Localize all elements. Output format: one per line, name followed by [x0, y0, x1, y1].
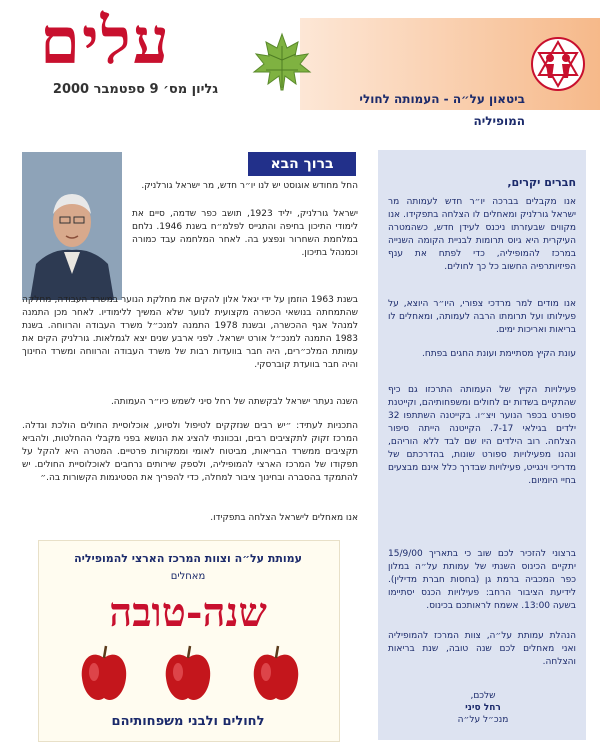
letter-paragraph: הנהלת עמותת על״ה, צוות המרכז להמופיליה ואני מאחלים לכם שנה טובה, שנת בריאות והצלחה. [388, 631, 576, 667]
greeting-wish: מאחלים [170, 571, 206, 582]
article-heading: ברוך הבא [248, 152, 356, 176]
letter-paragraph: אנו מודים למר מרדכי צפורי, היו״ר היוצא, על פעילותו ועל תרומתו הרבה לעמותה, ומאחלים לו בריאות ואריכות ימים. [388, 299, 576, 335]
letter-paragraph: ברצוני להזכיר לכם שוב כי בתאריך 15/9/00 יתקיים הכינוס השנתי של עמותת על״ה במלון כפר המכביה ברמת גן (בחסות חברת מדילין). לידיעת הציבור הרחב: פעילויות הכנס יסתיימו בשעה 13:00. אשמח לראותכם בכינוס. [388, 549, 576, 611]
signature-closing: שלכם, [470, 691, 496, 701]
article-paragraph: החל מחודש אוגוסט יש לנו יו״ר חדש, מר ישראל גורלניק. [141, 181, 358, 191]
letter-paragraph: פעילויות הקיץ של העמותה התרכזו גם כיף שהתקיים בשדות ים לחולים ומשפחותיהם, וקייטנת ספורט בכפר הנוער ויצ״ו. בקייטנה השתתפו 32 ילדים בגילאי 7-17. הקייטנה הייתה סיפור הצלחה. רוב הילדים היו שם לבד ללא הוריהם, ונהנו מפעילויות ספורט שונות, בהדרכתם של מדריכי וינגייט, פעילויות שבדרך כלל אינם מבצעים בחיי היומיום. [387, 385, 576, 486]
letter-salutation: חברים יקרים, [507, 176, 576, 189]
article-paragraph: ישראל גורלניק, יליד 1923, תושב כפר שדמה, סיים את לימודי התיכון בחיפה והתגייס לפלמ״ח בשנת 1946. נלחם במלחמת השחרור ונפצע בה. לאחר המלחמה עבד כמורה וכמנהל בתיכון. [132, 209, 359, 258]
article-paragraph: אנו מאחלים לישראל הצלחה בתפקידו. [210, 513, 358, 523]
red-apple-icon [78, 644, 130, 704]
letter-paragraph: אנו מקבלים בברכה יו״ר חדש לעמותה מר ישראל גורלניק ומאחלים לו הצלחה בתפקידו. אנו מקווים שבעזרתו ניכנס לעידן חדש, כשהמטרה העיקרית היא גיוס תרומות לבניית הקומה השנייה במרכז להמופיליה, כדי לפתח את ענף הפיזיותרפיה החשוב כל כך לחולים. [388, 197, 576, 272]
greeting-headline: שנה-טובה [109, 589, 267, 636]
article-paragraph: בשנת 1963 הוזמן על ידי יגאל אלון להקים את מחלקת הנוער במשרד העבודה, מחלקה שהתמחתה בנושאי הכשרה מקצועית לנוער שלא המשיך ללימודיו. לאחר מכן התמנה למנהל אגף ההכשרה, ובשנת 1978 התמנה למנכ״ל משרד העבודה והרווחה. בשנת 1983 התמנה למנכ״ל אורט ישראל. לפני ארבע שנים יצא לגמלאות. גורלניק הקים את עמותת המלכ״רים, היה חבר בוועדות רבות של משרד העבודה והרווחה ומשרד החינוך והיה חבר בוועדת קוברסקי. [22, 295, 358, 370]
star-of-david-people-icon [530, 36, 586, 92]
letter-paragraph: עונת הקיץ מסתיימת ועונת החגים בפתח. [422, 349, 576, 359]
red-apple-icon [250, 644, 302, 704]
greeting-recipients: לחולים ולבני משפחותיהם [111, 714, 265, 729]
letter-signature [388, 690, 578, 726]
signature-role: מנכ״ל על״ה [457, 715, 509, 725]
red-apple-icon [162, 644, 214, 704]
portrait-photo [22, 152, 122, 300]
article-paragraph: התכניות לעתיד: ״יש רבים שנזקקים לטיפול ולסיוע, אוכלוסיית החולים הולכת וגדלה. המרכז זקוק לתקציבים רבים, ובכוונתי להציג את הנושא בפני מקבלי ההחלטות, ולהביא תקציבים ממשרד הבריאות, מביטוח לאומי וממקורות פרטיים. המטרה היא להקל על תפקודו של המרכז הארצי להמופיליה, ולספק שירותים נרחבים לאוכלוסיית החולים. יש להתמקד בהסברה ובחינוך ציבור למחלה, כדי להפריך את הסטיגמות הקשורות בה.״ [22, 421, 358, 483]
issue-line: גליון מס׳ 9 ספטמבר 2000 [52, 82, 219, 97]
maple-leaf-icon [250, 30, 314, 94]
signature-name: רחל סיני [465, 703, 501, 713]
organization-name: ביטאון על״ה - העמותה לחולי המופיליה [359, 92, 525, 128]
article-paragraph: השנה נעתר ישראל לבקשתה של רחל סיני לשמש כיו״ר העמותה. [110, 397, 358, 407]
greeting-sender: עמותת על״ה וצוות המרכז הארצי להמופיליה [74, 552, 302, 565]
masthead-title: עלים [40, 4, 171, 79]
